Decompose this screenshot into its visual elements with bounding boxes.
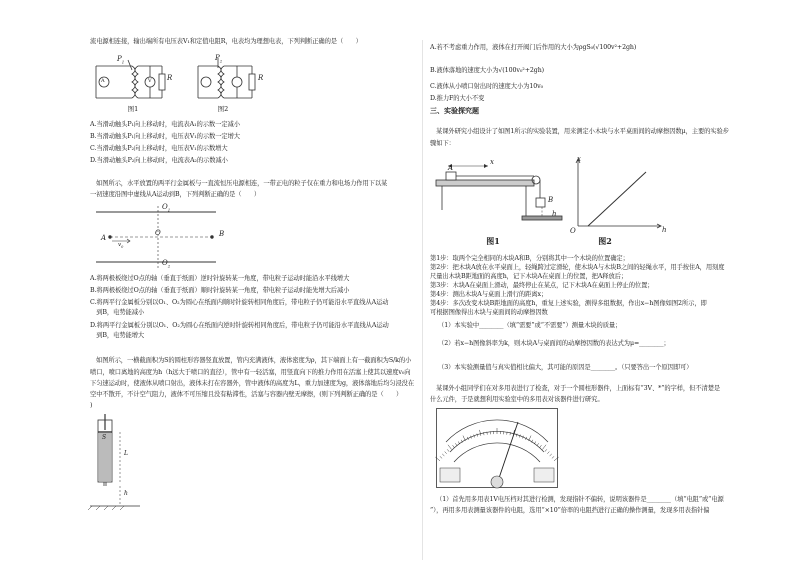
option-d: D.推力F的大小不变	[430, 95, 485, 102]
question-text: 空中不散开，不计空气阻力，液体不可压缩且没有粘滞性，活塞与容器内壁无摩擦，(则下列判断正确的是（ ）	[90, 391, 403, 398]
fig1-slider-label: $P_1$	[117, 55, 125, 65]
question-text: 一初速度沿图中虚线从A运动到B，下列判断正确的是（ ）	[90, 191, 261, 198]
sub-question-3: （3）本实验测量值与真实值相比偏大，其可能的原因是________。（只要答出一个原因即可）	[438, 364, 693, 371]
option-d: D.当滑动触头P₂向上移动时，电流表A₂的示数减小	[90, 157, 228, 164]
step-text: 第1步：取两个完全相同的木块A和B，分别将其中一个木块的位置确定；	[430, 255, 629, 262]
option-b: B.液体落地的速度大小为√(100v₀²+2gh)	[430, 67, 545, 74]
question-text: 喷口，喷口离地的高度为h（h远大于喷口的直径），管中有一轻活塞，用竖直向下的推力作用在活塞上使其以速度v₀向	[90, 369, 411, 376]
h-label: h	[124, 490, 128, 497]
a-point-label: A	[101, 234, 107, 242]
fig1-resistor-label: R	[167, 74, 173, 82]
b-point-label: B	[219, 230, 225, 238]
step-text: 第2步：把木块A放在水平桌面上，轻绳跨过定滑轮，使木块A与木块B之间的轻绳水平，用手按住A，用刻度	[430, 264, 725, 271]
x-axis-label: x	[577, 155, 581, 163]
option-a: A.将两极板绕过O点的轴（垂直于纸面）逆时针旋转某一角度，带电粒子运动时能沿水平线增大	[90, 275, 350, 282]
question-text: 某课外研究小组设计了如图1所示的实验装置，用来测定小木块与水平桌面间的动摩擦因数μ，主要的实验步	[436, 128, 729, 135]
figure-1-caption: 图1	[486, 236, 500, 246]
voltmeter-label: V	[148, 78, 152, 84]
question-text: 下匀速运动时，使液体从喷口射出，液体未打在容器外，管中液体的高度为L，重力加速度为g，液体落地后均匀浸没在	[90, 380, 415, 387]
option-a: A.若不考虑重力作用，液体在打开阀门后作用的大小为ρgS₀(√100v²+2gh)	[430, 44, 637, 51]
x-h-graph	[574, 158, 664, 230]
question-text: 如图所示，水平放置的两平行金属板与一直流恒压电源相连，一带正电的粒子仅在重力和电场力作用下以某	[96, 180, 388, 187]
sub-question-1: （1）首先用多用表1V电压档对其进行检测，发现指针不偏转，说明该器件是________（填“电阻”或“电源	[436, 496, 724, 503]
question-text: 什么元件，于是就想利用实验室中的多用表对该器件进行研究。	[430, 396, 604, 403]
experiment-apparatus-diagram	[436, 160, 566, 240]
option-d-cont: 到B，电势能增大	[90, 332, 145, 339]
section-heading: 三、实验探究题	[430, 106, 479, 115]
s-label: S	[102, 434, 107, 441]
o1-label: $O_1$	[162, 203, 171, 213]
h-axis-label: h	[662, 226, 667, 234]
question-text: 骤如下：	[430, 140, 455, 147]
figure-2-caption: 图2	[217, 105, 229, 113]
x-distance-label: x	[490, 158, 494, 166]
fig2-resistor-label: R	[258, 74, 264, 82]
column-divider	[422, 40, 423, 560]
height-h-label: h	[552, 210, 557, 218]
figure-1-caption: 图1	[127, 105, 139, 113]
question-text: 某课外小组同学们在对多用表进行了检查，对于一个圆柱形器件，上面标有“3V、*”的字样，但不清楚是	[436, 385, 721, 392]
option-c-cont: 到B，电势能减小	[90, 309, 145, 316]
step-text: 第4步：多次改变木块B距地面的高度h，重复上述实验，测得多组数据，作出x−h图像如图2所示，即	[430, 300, 707, 307]
container-diagram	[90, 410, 150, 510]
v0-label: $v_0$	[118, 242, 124, 250]
option-c: C.当滑动触头P₂向上移动时，电压表V₁的示数增大	[90, 145, 228, 152]
block-b-label: B	[548, 196, 554, 204]
l-label: L	[124, 450, 128, 457]
figure-2-caption: 图2	[598, 236, 612, 246]
option-a: A.当滑动触头P₁向上移动时，电流表A₁的示数一定减小	[90, 121, 240, 128]
ammeter-label: A	[101, 78, 105, 84]
block-a-label: A	[448, 164, 454, 172]
step-text: 尺量出木块B距地面的高度h，记下木块A在桌面上的位置，把A释放后；	[430, 273, 628, 280]
question-text: )	[90, 402, 93, 409]
step-text: 第4步：测出木块A与桌面上滑行的距离x；	[430, 291, 548, 298]
o2-label: $O_2$	[162, 259, 171, 269]
option-d: D.将两平行金属板分别以O₁、O₂为圆心在纸面内逆时针旋转相同角度后，带电粒子仍可能沿水平直线从A运动	[90, 322, 389, 329]
step-text: 可根据图像得出木块与桌面间的动摩擦因数	[430, 309, 548, 316]
fig2-slider-label: $P_2$	[215, 54, 223, 64]
origin-label: O	[570, 227, 576, 235]
option-b: B.将两极板绕过O点的轴（垂直于纸面）顺时针旋转某一角度，带电粒子运动时能先增大后减小	[90, 287, 350, 294]
sub-question-2: （2）若x−h图像斜率为k，则木块A与桌面间的动摩擦因数的表达式为μ=________；	[438, 340, 670, 347]
question-text: 流电源相连接，输出端所有电压表V₁和定值电阻R，电表均为理想电表，下列判断正确的是（ ）	[90, 38, 362, 45]
option-c: C.将两平行金属板分别以O₁、O₂为圆心在纸面内顺时针旋转相同角度后，带电粒子仍可能沿水平直线从A运动	[90, 299, 389, 306]
o-label: O	[155, 229, 161, 237]
option-c: C.液体从小喷口射出时的速度大小为10v₀	[430, 83, 544, 90]
sub-question-1: （1）本实验中________（填“需要”或“不需要”）测量木块的质量；	[438, 322, 622, 329]
sub-question-1-cont: ”），再用多用表测量该器件的电阻，选用“×10”倍率的电阻挡进行正确的操作测量，发现多用表指针偏	[430, 507, 710, 514]
multimeter-dial	[436, 408, 558, 488]
option-b: B.当滑动触头P₁向上移动时，电压表V₁的示数一定增大	[90, 133, 240, 140]
parallel-plates-diagram	[96, 206, 226, 268]
question-text: 如图所示，一横截面积为S的圆柱形容器竖直放置，管内充满液体，液体密度为ρ，其下端面上有一截面积为S/k的小	[96, 357, 412, 364]
step-text: 第3步：木块A在桌面上滑动，最终停止在某点，记下木块A在桌面上停止的位置；	[430, 282, 654, 289]
